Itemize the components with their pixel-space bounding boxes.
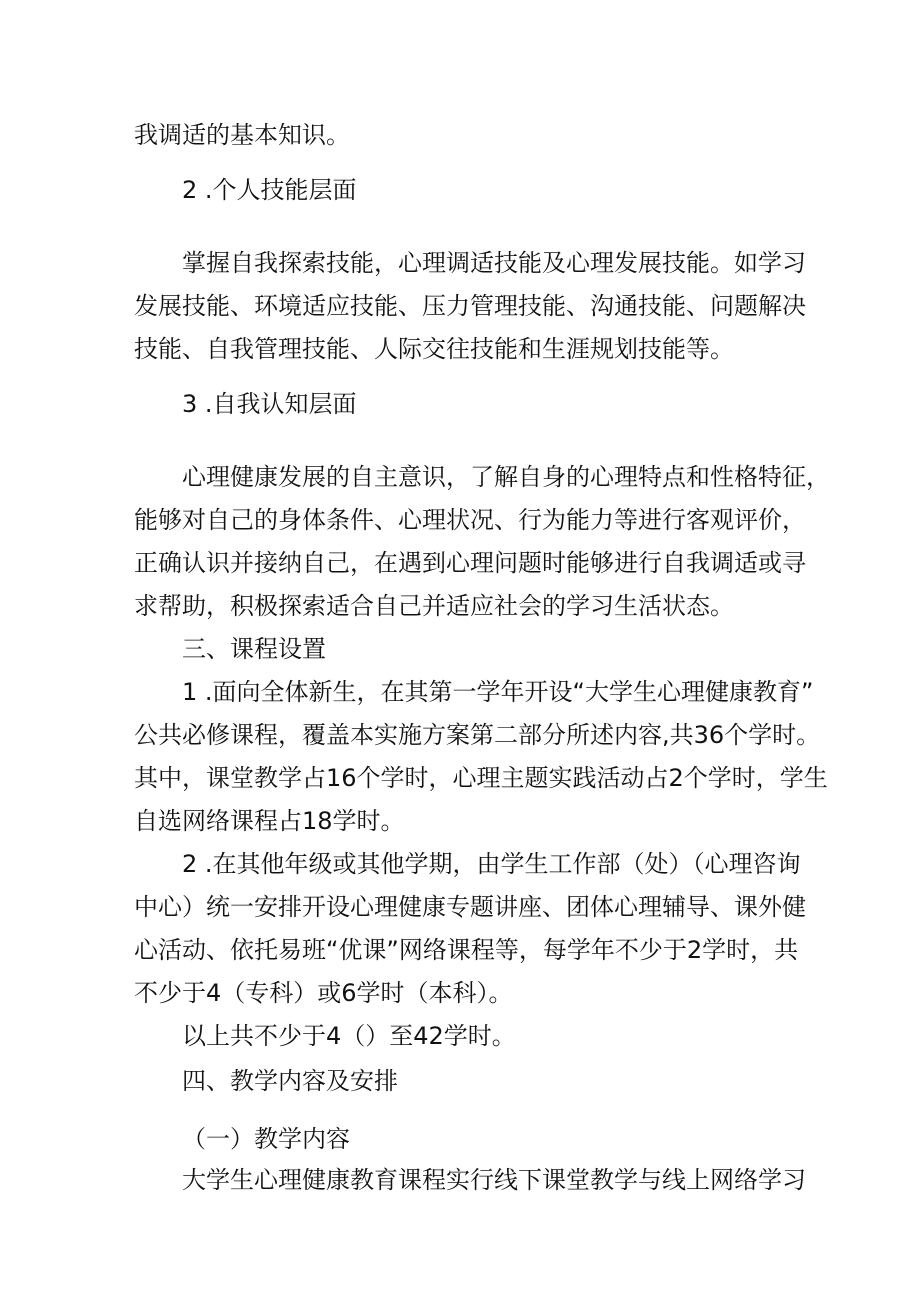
- paragraph-line: 求帮助，积极探索适合自己并适应社会的学习生活状态。: [134, 592, 734, 620]
- paragraph-line: 其中，课堂教学占16个学时，心理主题实践活动占2个学时，学生: [134, 764, 828, 792]
- paragraph-line: 技能、自我管理技能、人际交往技能和生涯规划技能等。: [134, 335, 734, 363]
- section-heading: 四、教学内容及安排: [182, 1067, 398, 1095]
- paragraph-line: 公共必修课程，覆盖本实施方案第二部分所述内容,共36个学时。: [134, 721, 821, 749]
- subsection-heading: 3 .自我认知层面: [182, 390, 357, 418]
- paragraph-line: 不少于4（专科）或6学时（本科）。: [134, 979, 513, 1007]
- paragraph-line: 我调适的基本知识。: [134, 121, 350, 149]
- paragraph-line: 大学生心理健康教育课程实行线下课堂教学与线上网络学习: [182, 1166, 806, 1194]
- paragraph-line: 1 .面向全体新生，在其第一学年开设“大学生心理健康教育”: [182, 678, 814, 706]
- paragraph-line: 中心）统一安排开设心理健康专题讲座、团体心理辅导、课外健: [134, 893, 806, 921]
- paragraph-line: 掌握自我探索技能，心理调适技能及心理发展技能。如学习: [182, 249, 806, 277]
- paragraph-line: 正确认识并接纳自己，在遇到心理问题时能够进行自我调适或寻: [134, 549, 806, 577]
- paragraph-line: 自选网络课程占18学时。: [134, 807, 405, 835]
- section-heading: 三、课程设置: [182, 635, 326, 663]
- paragraph-line: 发展技能、环境适应技能、压力管理技能、沟通技能、问题解决: [134, 292, 806, 320]
- paragraph-line: 心活动、依托易班“优课”网络课程等，每学年不少于2学时，共: [134, 936, 799, 964]
- paragraph-line: 2 .在其他年级或其他学期，由学生工作部（处）（心理咨询: [182, 850, 801, 878]
- subsection-heading: 2 .个人技能层面: [182, 176, 357, 204]
- paragraph-line: 能够对自己的身体条件、心理状况、行为能力等进行客观评价，: [134, 506, 806, 534]
- paragraph-line: 以上共不少于4（）至42学时。: [182, 1022, 516, 1050]
- paragraph-line: 心理健康发展的自主意识，了解自身的心理特点和性格特征，: [182, 463, 830, 491]
- subsection-heading: （一）教学内容: [182, 1125, 350, 1153]
